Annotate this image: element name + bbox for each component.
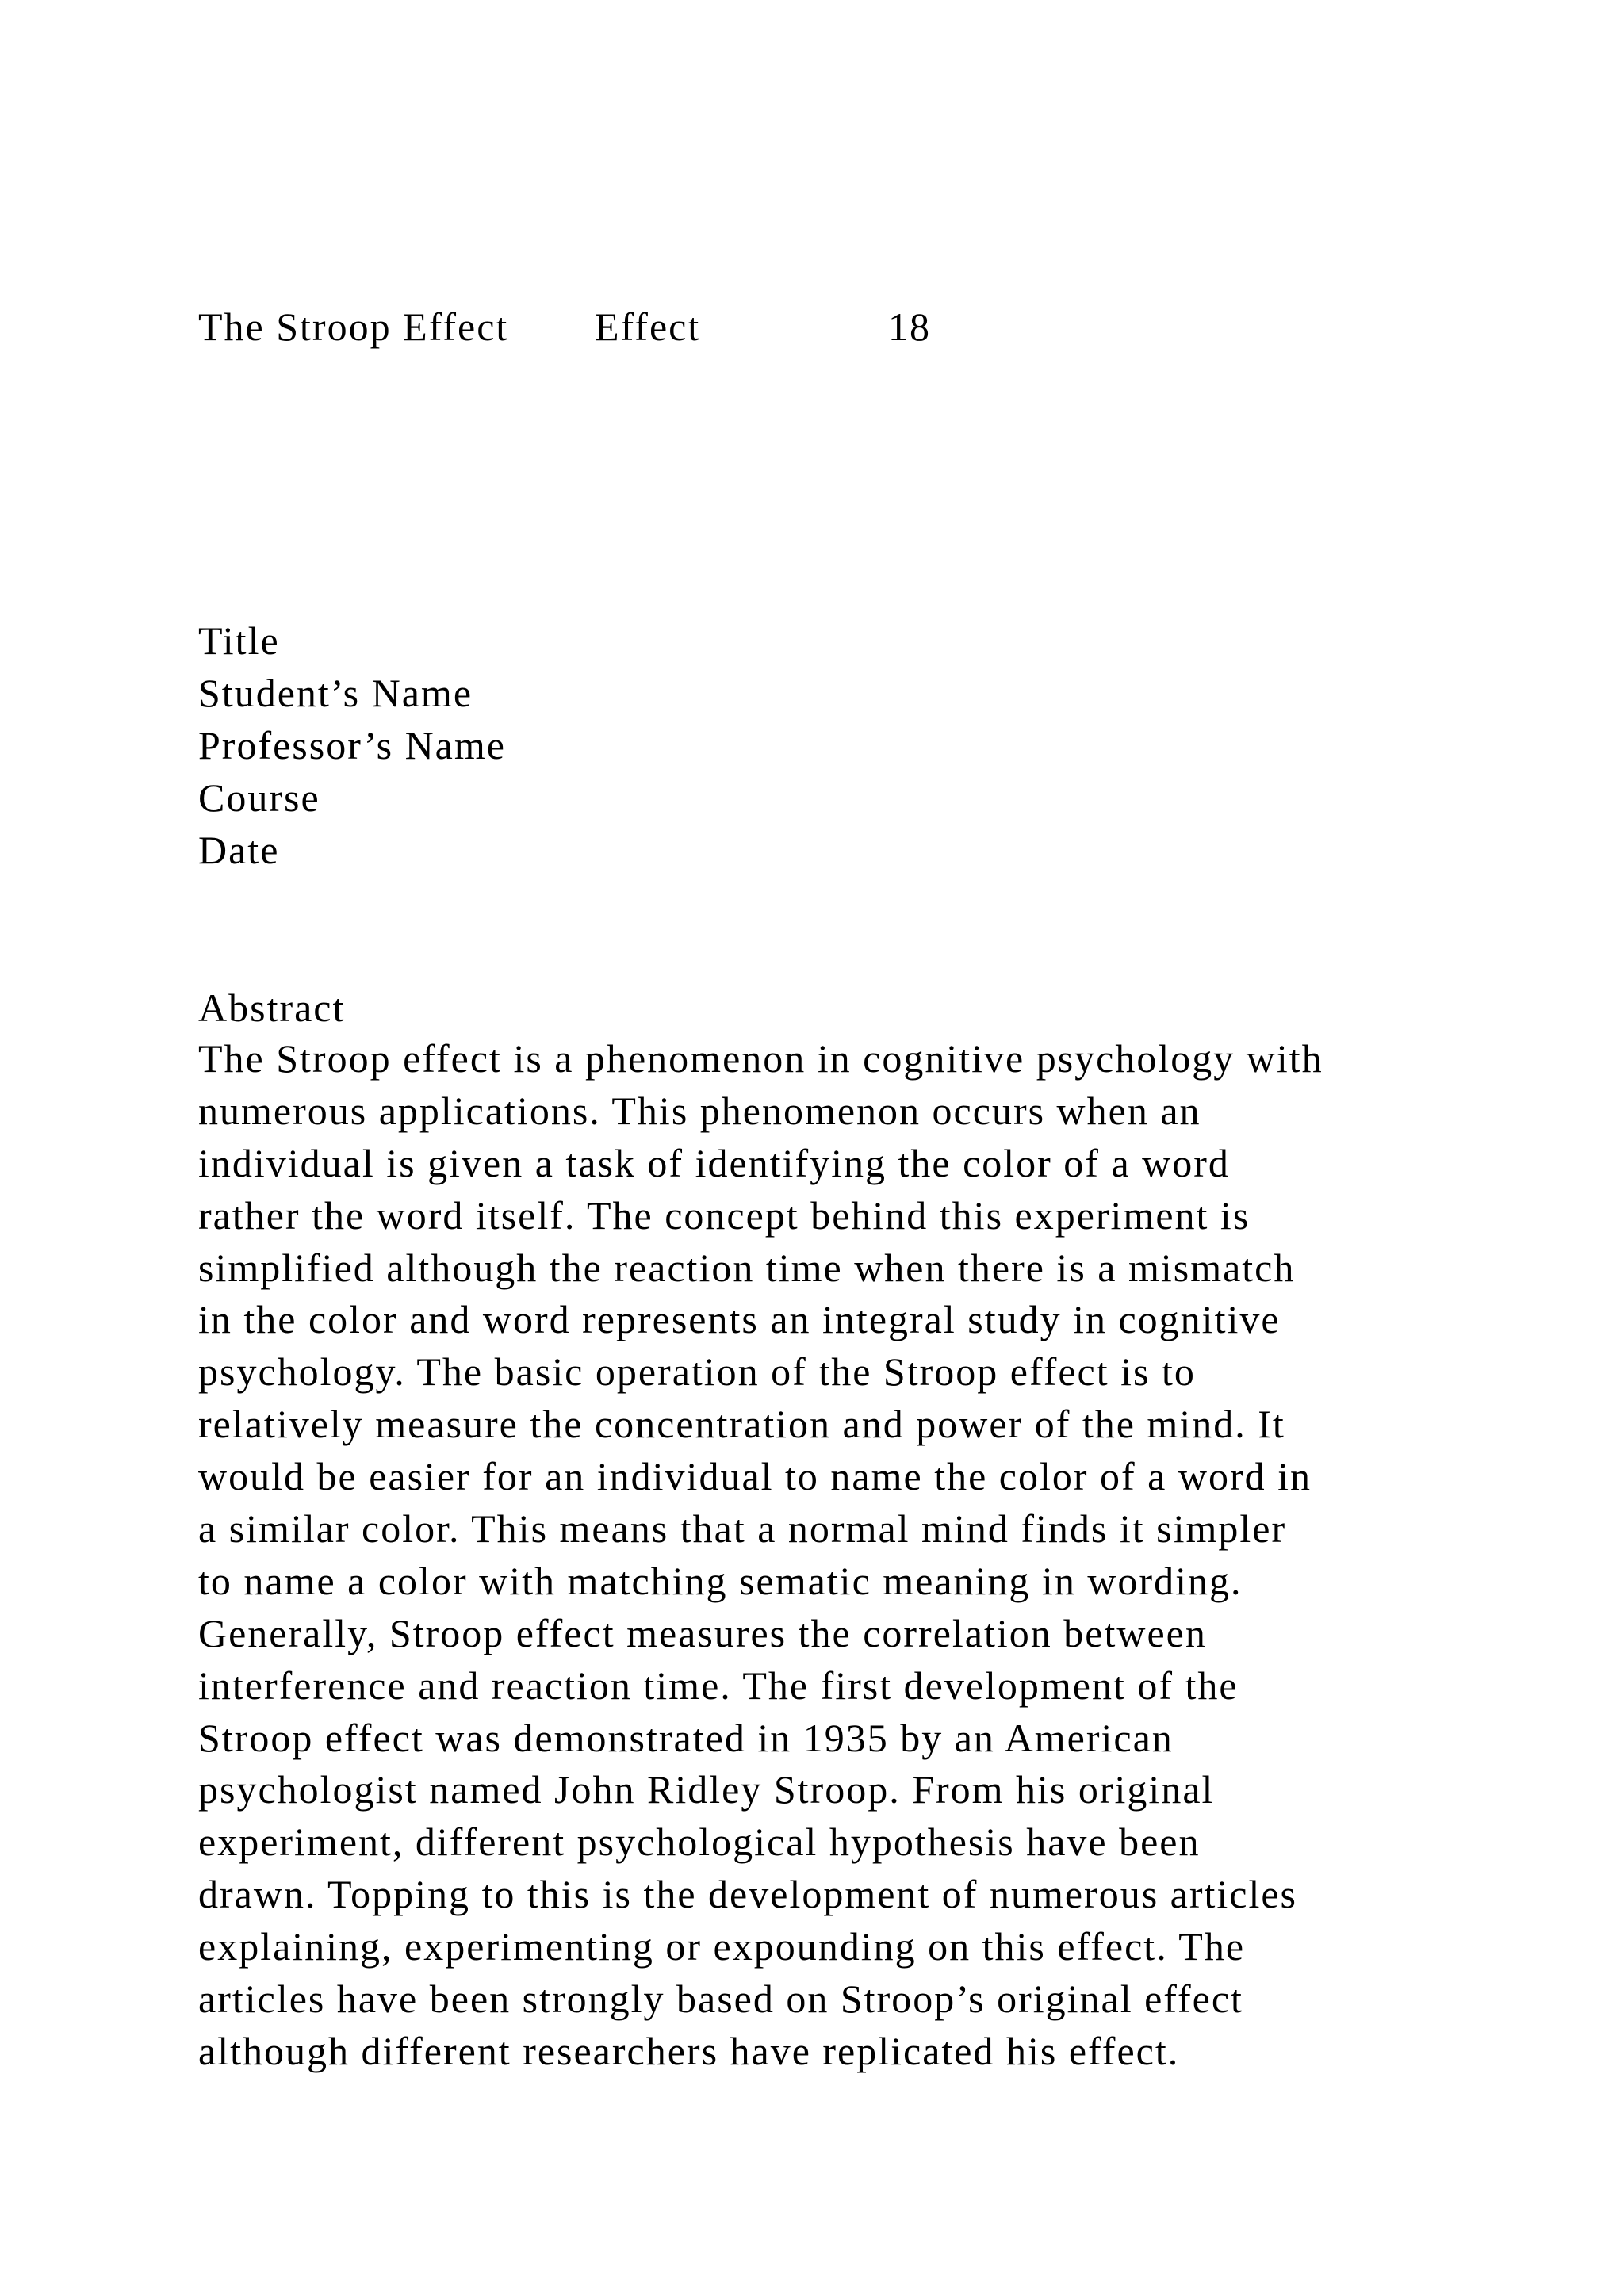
abstract-line: drawn. Topping to this is the development of numerous articles <box>198 1872 1298 1917</box>
abstract-line: interference and reaction time. The first development of the <box>198 1663 1239 1708</box>
abstract-line: explaining, experimenting or expounding on this effect. The <box>198 1924 1246 1969</box>
abstract-line: relatively measure the concentration and power of the mind. It <box>198 1402 1285 1447</box>
running-head-title: The Stroop Effect <box>198 304 509 349</box>
abstract-line: psychologist named John Ridley Stroop. From his original <box>198 1767 1215 1812</box>
abstract-line: in the color and word represents an integral study in cognitive <box>198 1297 1281 1342</box>
abstract-line: would be easier for an individual to name the color of a word in <box>198 1454 1312 1499</box>
course-line: Course <box>198 775 320 820</box>
abstract-line: numerous applications. This phenomenon occurs when an <box>198 1088 1201 1133</box>
title-block <box>198 614 1467 876</box>
abstract-line: a similar color. This means that a normal mind finds it simpler <box>198 1506 1287 1552</box>
abstract-line: Generally, Stroop effect measures the correlation between <box>198 1610 1207 1655</box>
date-line: Date <box>198 828 280 872</box>
abstract-line: psychology. The basic operation of the Stroop effect is to <box>198 1349 1196 1395</box>
abstract-line: although different researchers have replicated his effect. <box>198 2028 1180 2073</box>
abstract-line: simplified although the reaction time when there is a mismatch <box>198 1245 1296 1290</box>
abstract-line: individual is given a task of identifying the color of a word <box>198 1140 1230 1185</box>
title-line: Title <box>198 618 280 663</box>
abstract-line: Stroop effect was demonstrated in 1935 by an American <box>198 1715 1174 1760</box>
running-head-word: Effect <box>595 304 701 349</box>
running-head <box>198 303 1467 350</box>
page-number: 18 <box>888 304 931 349</box>
abstract-line: experiment, different psychological hypothesis have been <box>198 1820 1201 1865</box>
abstract-line: to name a color with matching sematic meaning in wording. <box>198 1558 1243 1603</box>
abstract-heading: Abstract <box>198 985 346 1030</box>
student-name-line: Student’s Name <box>198 671 473 715</box>
abstract-body <box>198 1033 1483 2078</box>
abstract-line: The Stroop effect is a phenomenon in cognitive psychology with <box>198 1036 1323 1081</box>
abstract-line: rather the word itself. The concept behind this experiment is <box>198 1192 1251 1238</box>
professor-name-line: Professor’s Name <box>198 723 506 767</box>
abstract-line: articles have been strongly based on Stroop’s original effect <box>198 1976 1243 2022</box>
